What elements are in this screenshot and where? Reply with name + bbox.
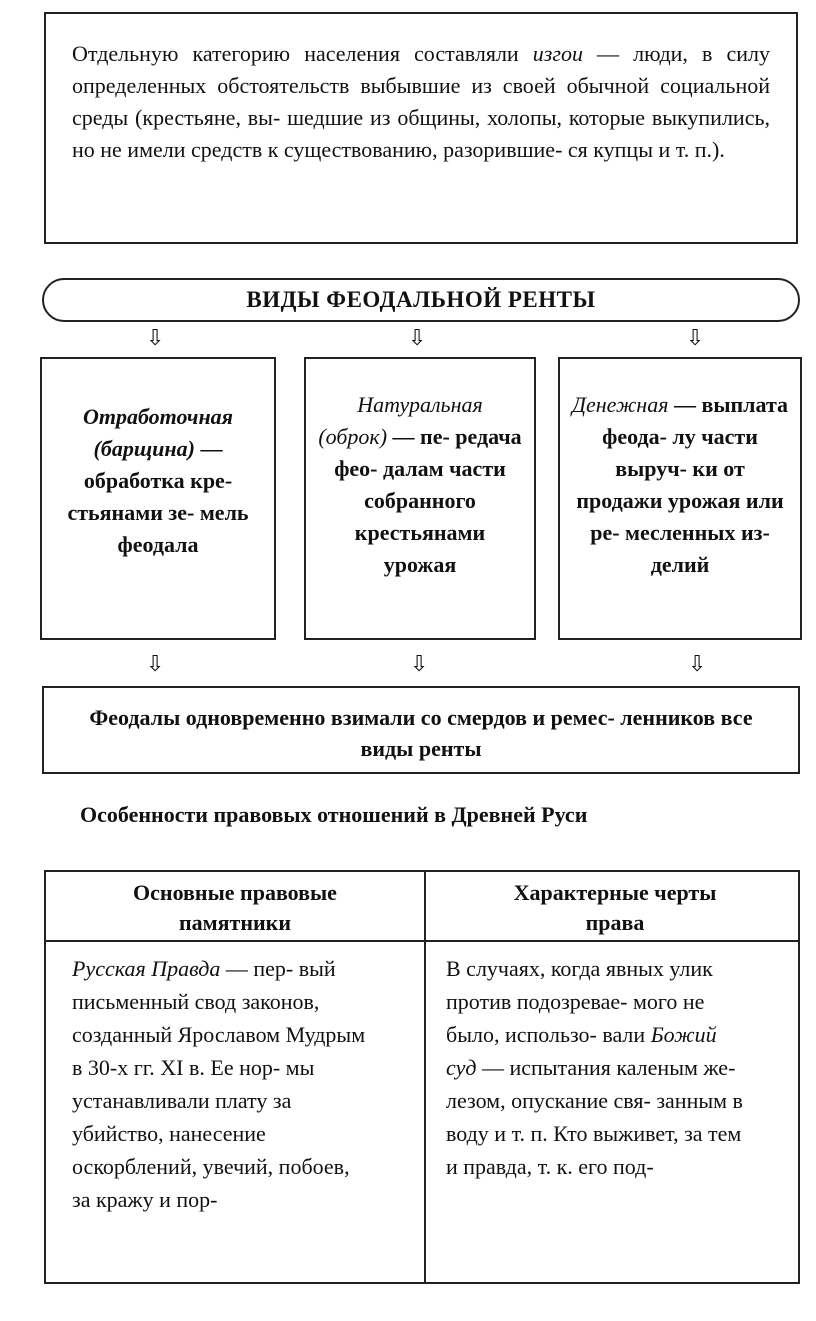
rent-labor-term-alt: (барщина) [93,436,195,461]
rent-types-title-text: ВИДЫ ФЕОДАЛЬНОЙ РЕНТЫ [246,287,596,312]
russkaya-pravda-term: Русская Правда [72,956,221,981]
header-divider [46,940,798,942]
rent-natural-desc: — пе- редача фео- далам части собранного крестьянами урожая [334,424,522,577]
intro-term: изгои [532,41,583,66]
monuments-text: — пер- вый письменный свод законов, созданный Ярославом Мудрым в 30-х гг. XI в. Ее нор- мы устанавливали плату за убийство, нанесение оскорблений, увечий, побоев, за кражу и пор- [72,956,366,1212]
intro-paragraph [72,38,770,166]
rent-natural-box [304,357,536,640]
down-arrow-icon: ⇩ [688,652,707,677]
rent-types-title [42,278,800,322]
rent-labor-box [40,357,276,640]
table-cell-monuments [72,952,372,1216]
rent-labor-desc: — обработка кре- стьянами зе- мель феодала [67,436,249,557]
rent-labor-term: Отработочная [82,404,234,429]
legal-features-table [44,870,800,1284]
intro-text-box [44,12,798,244]
down-arrow-icon: ⇩ [146,326,165,351]
down-arrow-icon: ⇩ [408,326,427,351]
table-header-monuments: Основные правовые памятники [133,880,337,935]
down-arrow-icon: ⇩ [146,652,165,677]
rent-money-box [558,357,802,640]
features-text-end: — испытания каленым же- лезом, опускание свя- занным в воду и т. п. Кто выживет, за тем и правда, т. к. его под- [446,1055,743,1179]
down-arrow-icon: ⇩ [686,326,705,351]
features-text-start: В случаях, когда явных улик против подозревае- мого не было, использо- вали [446,956,713,1047]
intro-text-start: Отдельную категорию населения составляли [72,41,533,66]
rent-natural-term-alt: (оброк) [318,424,388,449]
rent-summary-text: Феодалы одновременно взимали со смердов и ремес- ленников все виды ренты [89,705,753,761]
rent-natural-term: Натуральная [357,392,483,417]
intro-text-end: — люди, в силу определенных обстоятельств выбывшие из своей обычной социальной среды (крестьяне, вы- шедшие из общины, холопы, которые выкупились, но не имели средств к существованию, разорившие- ся купцы и т. п.). [72,41,771,162]
rent-money-term: Денежная [571,392,669,417]
table-header-features: Характерные черты права [513,880,717,935]
table-cell-features [446,952,746,1183]
gods-court-term: Божий суд [446,1022,717,1080]
section-heading: Особенности правовых отношений в Древней Руси [80,802,588,827]
rent-summary-box [42,686,800,774]
rent-money-desc: — выплата феода- лу части выруч- ки от продажи урожая или ре- месленных из- делий [576,392,789,577]
down-arrow-icon: ⇩ [410,652,429,677]
